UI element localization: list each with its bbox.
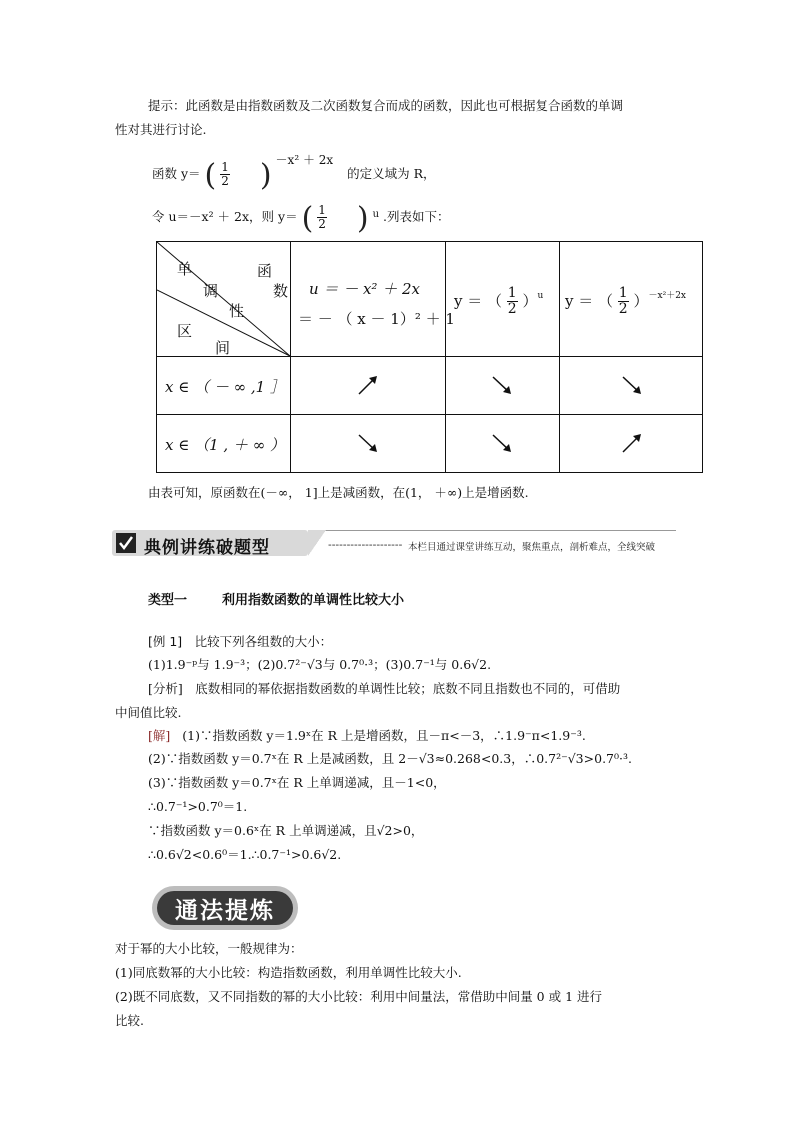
let-prefix: 令 u＝－x² ＋ 2x，则 y＝ xyxy=(152,209,298,225)
header-y-composite: y ＝ （ $\frac{1}{2}$ ）$^{-x^2+2x}$ xyxy=(565,285,687,318)
table-vline xyxy=(559,242,560,472)
solution-line-3: (3)∵指数函数 y＝0.7ˣ在 R 上单调递减，且－1<0， xyxy=(148,775,446,790)
fraction-den: 2 xyxy=(318,217,326,232)
let-suffix: .列表如下： xyxy=(383,209,450,225)
header-u-line1: u ＝ － x² ＋ 2x xyxy=(309,280,420,298)
corner-mid-left: 调 xyxy=(203,282,219,300)
solution-line-2: (2)∵指数函数 y＝0.7ˣ在 R 上是减函数，且 2－√3≈0.268<0.3，∴0.7²⁻√3>0.7⁰·³. xyxy=(148,751,632,766)
header-y-composite-exp: －x²＋2x xyxy=(648,290,687,301)
arrow-up-icon xyxy=(621,432,643,454)
arrow-down-icon xyxy=(491,432,513,454)
solution-tag: [解] xyxy=(148,728,171,743)
let-exponent: u xyxy=(372,209,380,221)
header-y-composite-frac xyxy=(618,286,629,318)
arrow-down-icon xyxy=(357,432,379,454)
corner-mid-right: 数 xyxy=(273,282,289,300)
solution-line-6: ∴0.6√2<0.6⁰＝1.∴0.7⁻¹>0.6√2. xyxy=(148,847,342,862)
analysis-line-2: 中间值比较. xyxy=(115,705,182,720)
example-head: [例 1] 比较下列各组数的大小： xyxy=(148,634,333,649)
right-paren: ) xyxy=(259,158,272,194)
fraction-den: 2 xyxy=(221,174,229,189)
left-paren: ( xyxy=(204,158,217,194)
arrow-up-icon xyxy=(357,374,379,396)
table-vline xyxy=(445,242,446,472)
left-paren: ( xyxy=(301,201,314,237)
header-y-u-frac xyxy=(507,286,518,318)
conclusion-text: 由表可知，原函数在(－∞， 1]上是减函数，在(1， ＋∞)上是增函数. xyxy=(148,485,529,500)
type-label: 类型一 xyxy=(148,593,188,608)
fraction-half xyxy=(317,204,327,231)
method-intro: 对于幂的大小比较，一般规律为： xyxy=(115,941,303,956)
corner-top-right: 函 xyxy=(257,262,273,280)
header-y-u-prefix: y ＝ （ xyxy=(454,291,503,310)
header-y-u: y ＝ （ $\frac{1}{2}$ ）$^u$ xyxy=(454,285,544,318)
arrow-down-icon xyxy=(621,374,643,396)
let-line xyxy=(152,201,450,237)
domain-suffix: 的定义域为 R， xyxy=(347,166,436,182)
fraction-half xyxy=(220,161,230,188)
solution-text-1: (1)∵指数函数 y＝1.9ˣ在 R 上是增函数，且－π<－3，∴1.9⁻π<1.9⁻³. xyxy=(182,728,586,743)
method-point-2-line-1: (2)既不同底数，又不同指数的幂的大小比较：利用中间量法，常借助中间量 0 或 1 进行 xyxy=(115,989,603,1004)
table-hline xyxy=(157,414,702,415)
banner-rule xyxy=(308,530,676,531)
banner-title: 典例讲练破题型 xyxy=(144,538,270,558)
arrow-down-icon xyxy=(491,374,513,396)
solution-line-4: ∴0.7⁻¹>0.7⁰＝1. xyxy=(148,799,248,814)
method-point-2-line-2: 比较. xyxy=(115,1013,144,1028)
fraction-num: 1 xyxy=(318,203,326,217)
fraction-den: 2 xyxy=(618,301,628,318)
fraction-num: 1 xyxy=(221,160,229,174)
row1-label: x ∈ （ － ∞ ,1 ］ xyxy=(165,378,285,396)
method-point-1: (1)同底数幂的大小比较：构造指数函数，利用单调性比较大小. xyxy=(115,965,462,980)
fraction-den: 2 xyxy=(507,301,517,318)
corner-bottom: 间 xyxy=(215,339,231,357)
banner-tail xyxy=(308,530,326,556)
corner-center: 性 xyxy=(229,302,245,320)
solution-line-1 xyxy=(148,726,586,744)
method-badge xyxy=(152,886,298,930)
header-y-u-exp: u xyxy=(537,290,544,301)
hint-line-2: 性对其进行讨论. xyxy=(115,122,207,137)
monotonicity-table xyxy=(156,241,703,473)
example-items: (1)1.9⁻ᵖ与 1.9⁻³；(2)0.7²⁻√3与 0.7⁰·³；(3)0.7⁻¹与 0.6√2. xyxy=(148,657,492,672)
header-y-composite-prefix: y ＝ （ xyxy=(565,291,614,310)
header-u-line2: ＝ － （ x － 1）² ＋ 1 xyxy=(298,310,455,328)
section-banner xyxy=(112,530,676,556)
fraction-num: 1 xyxy=(507,285,517,301)
type-title: 利用指数函数的单调性比较大小 xyxy=(222,593,405,608)
banner-note: 本栏目通过课堂讲练互动，聚焦重点，剖析难点，全线突破 xyxy=(408,542,656,553)
right-paren: ) xyxy=(356,201,369,237)
row2-label: x ∈ （1 , ＋ ∞ ） xyxy=(165,436,285,454)
badge-text: 通法提炼 xyxy=(175,898,275,924)
banner-dashes: -------------------- xyxy=(328,538,403,551)
solution-line-5: ∵指数函数 y＝0.6ˣ在 R 上单调递减，且√2>0， xyxy=(148,823,424,838)
analysis-line-1: [分析] 底数相同的幂依据指数函数的单调性比较；底数不同且指数也不同的，可借助 xyxy=(148,681,621,696)
domain-prefix: 函数 y＝ xyxy=(152,166,201,182)
fraction-num: 1 xyxy=(618,285,628,301)
check-icon xyxy=(116,533,136,553)
domain-line xyxy=(152,153,436,194)
corner-top-left: 单 xyxy=(177,260,193,278)
domain-exponent: －x² ＋ 2x xyxy=(275,153,334,168)
corner-bottom-left: 区 xyxy=(177,322,193,340)
hint-line-1: 提示：此函数是由指数函数及二次函数复合而成的函数，因此也可根据复合函数的单调 xyxy=(148,98,624,113)
